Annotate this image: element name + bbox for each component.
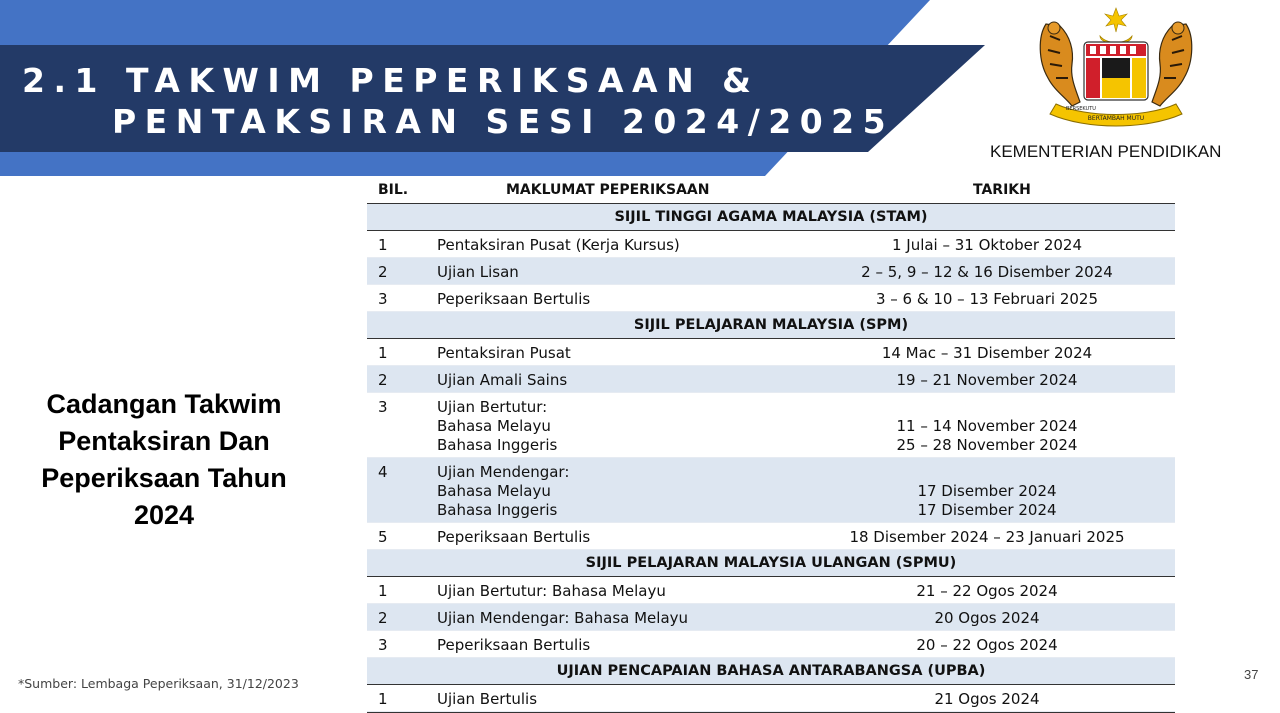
exam-info-line: Ujian Lisan <box>437 263 519 281</box>
exam-date-line <box>787 463 1187 482</box>
section-heading: SIJIL PELAJARAN MALAYSIA ULANGAN (SPMU) <box>367 550 1175 577</box>
header-tarikh: TARIKH <box>973 182 1031 198</box>
exam-info-line: Ujian Bertulis <box>437 690 538 708</box>
slide-caption: Cadangan Takwim Pentaksiran Dan Peperiksaan Tahun 2024 <box>41 389 287 530</box>
section-heading: SIJIL TINGGI AGAMA MALAYSIA (STAM) <box>367 204 1175 231</box>
exam-info-line: Ujian Mendengar: <box>437 463 570 481</box>
exam-info-line: Pentaksiran Pusat (Kerja Kursus) <box>437 236 680 254</box>
exam-info-line: Ujian Amali Sains <box>437 371 568 389</box>
exam-date-line <box>787 398 1187 417</box>
header-maklumat: MAKLUMAT PEPERIKSAAN <box>506 182 710 198</box>
exam-date <box>787 609 1187 628</box>
exam-info <box>437 636 590 655</box>
row-number: 4 <box>378 463 388 481</box>
exam-info <box>437 290 590 309</box>
exam-date-line: 2 – 5, 9 – 12 & 16 Disember 2024 <box>861 263 1113 281</box>
exam-date <box>787 690 1187 709</box>
exam-info <box>437 344 571 363</box>
table-row <box>367 523 1175 550</box>
crest-motto-left: BERSEKUTU <box>1066 106 1096 112</box>
exam-date-line: 21 Ogos 2024 <box>934 690 1040 708</box>
row-number: 1 <box>378 690 388 708</box>
row-number: 1 <box>378 582 388 600</box>
exam-info-line: Bahasa Melayu <box>437 482 551 500</box>
title-line-2: PENTAKSIRAN SESI 2024/2025 <box>112 102 895 141</box>
table-header <box>367 177 1175 204</box>
table-row <box>367 393 1175 458</box>
exam-date <box>787 636 1187 655</box>
page-number: 37 <box>1244 667 1259 682</box>
exam-info-line: Ujian Mendengar: Bahasa Melayu <box>437 609 689 627</box>
exam-date <box>787 290 1187 309</box>
row-number: 3 <box>378 290 388 308</box>
exam-date-line: 20 – 22 Ogos 2024 <box>916 636 1058 654</box>
table-row <box>367 285 1175 312</box>
exam-info-line: Bahasa Inggeris <box>437 436 558 454</box>
exam-info-line: Bahasa Melayu <box>437 417 551 435</box>
row-number: 3 <box>378 636 388 654</box>
exam-info-line: Ujian Bertutur: Bahasa Melayu <box>437 582 666 600</box>
exam-date-line: 1 Julai – 31 Oktober 2024 <box>891 236 1083 254</box>
exam-info <box>437 236 680 255</box>
exam-info-line: Peperiksaan Bertulis <box>437 290 591 308</box>
source-note: *Sumber: Lembaga Peperiksaan, 31/12/2023 <box>18 676 299 691</box>
table-row <box>367 366 1175 393</box>
exam-info <box>437 609 688 628</box>
exam-date <box>787 398 1187 455</box>
section-heading: SIJIL PELAJARAN MALAYSIA (SPM) <box>367 312 1175 339</box>
table-row <box>367 231 1175 258</box>
header-bil: BIL. <box>378 182 409 198</box>
exam-date-line: 25 – 28 November 2024 <box>896 436 1078 454</box>
table-row <box>367 604 1175 631</box>
crest-motto: BERTAMBAH MUTU <box>1087 115 1145 122</box>
table-row <box>367 458 1175 523</box>
table-row <box>367 577 1175 604</box>
exam-info <box>437 690 537 709</box>
table-row <box>367 258 1175 285</box>
exam-date <box>787 463 1187 520</box>
ministry-name: KEMENTERIAN PENDIDIKAN <box>990 142 1222 161</box>
exam-info-line: Peperiksaan Bertulis <box>437 528 591 546</box>
exam-info <box>437 528 590 547</box>
row-number: 2 <box>378 609 388 627</box>
title-banner <box>0 0 1000 176</box>
exam-info-line: Ujian Bertutur: <box>437 398 548 416</box>
row-number: 2 <box>378 263 388 281</box>
exam-date-line: 18 Disember 2024 – 23 Januari 2025 <box>849 528 1125 546</box>
exam-info <box>437 582 666 601</box>
exam-calendar-table <box>367 177 1175 713</box>
exam-date <box>787 236 1187 255</box>
exam-date-line: 11 – 14 November 2024 <box>896 417 1078 435</box>
row-number: 2 <box>378 371 388 389</box>
exam-date-line: 21 – 22 Ogos 2024 <box>916 582 1058 600</box>
exam-info-line: Pentaksiran Pusat <box>437 344 571 362</box>
exam-date <box>787 344 1187 363</box>
row-number: 1 <box>378 236 388 254</box>
table-row <box>367 685 1175 712</box>
coat-of-arms-icon <box>1036 6 1196 128</box>
row-number: 5 <box>378 528 388 546</box>
exam-date-line: 3 – 6 & 10 – 13 Februari 2025 <box>875 290 1099 308</box>
exam-date <box>787 371 1187 390</box>
exam-info <box>437 263 519 282</box>
exam-date <box>787 263 1187 282</box>
exam-date <box>787 582 1187 601</box>
table-row <box>367 339 1175 366</box>
exam-date-line: 20 Ogos 2024 <box>934 609 1040 627</box>
exam-date-line: 17 Disember 2024 <box>917 482 1057 500</box>
page-title <box>22 60 894 142</box>
exam-info <box>437 371 567 390</box>
section-heading: UJIAN PENCAPAIAN BAHASA ANTARABANGSA (UPBA) <box>367 658 1175 685</box>
table-row <box>367 631 1175 658</box>
exam-info-line: Bahasa Inggeris <box>437 501 558 519</box>
title-line-1: 2.1 TAKWIM PEPERIKSAAN & <box>22 61 760 100</box>
exam-date-line: 19 – 21 November 2024 <box>896 371 1078 389</box>
row-number: 1 <box>378 344 388 362</box>
exam-date <box>787 528 1187 547</box>
row-number: 3 <box>378 398 388 416</box>
exam-date-line: 14 Mac – 31 Disember 2024 <box>881 344 1093 362</box>
exam-info-line: Peperiksaan Bertulis <box>437 636 591 654</box>
exam-date-line: 17 Disember 2024 <box>917 501 1057 519</box>
exam-info <box>437 463 569 520</box>
exam-info <box>437 398 557 455</box>
